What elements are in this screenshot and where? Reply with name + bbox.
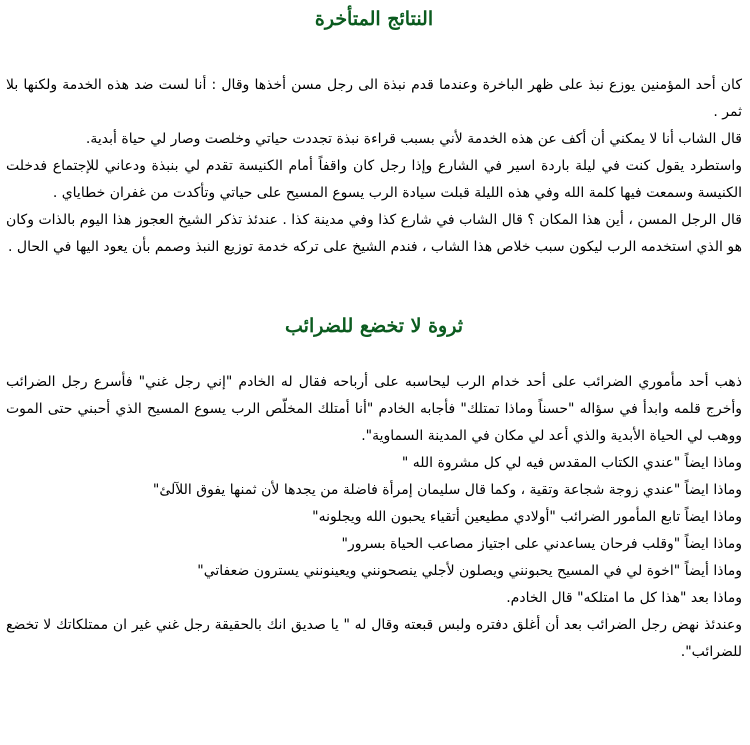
section-spacer bbox=[6, 261, 742, 315]
paragraph: وماذا ايضاً "وقلب فرحان يساعدني على اجتياز مصاعب الحياة بسرور" bbox=[341, 536, 742, 552]
paragraph: قال الرجل المسن ، أين هذا المكان ؟ قال الشاب في شارع كذا وفي مدينة كذا . عندئذ تذكر الشيخ العجوز هذا اليوم بالذات وكان هو الذي استخدمه الرب ليكون سبب خلاص هذا الشاب ، فندم الشيخ على تركه خدمة توزيع النبذ وصمم بأن يعود اليها في الحال . bbox=[6, 212, 742, 255]
paragraph: وماذا ايضاً "عندي الكتاب المقدس فيه لي كل مشروة الله " bbox=[401, 455, 742, 471]
paragraph: وعندئذ نهض رجل الضرائب بعد أن أغلق دفتره ولبس قبعته وقال له " يا صديق انك بالحقيقة رجل غني غير ان ممتلكاتك لا تخضع للضرائب". bbox=[6, 617, 742, 660]
paragraph: وماذا أيضاً "اخوة لي في المسيح يحبونني ويصلون لأجلي ينصحونني ويعينونني يسترون ضعفاتي" bbox=[197, 563, 742, 579]
paragraph: وماذا ايضاً "عندي زوجة شجاعة وتقية ، وكما قال سليمان إمرأة فاضلة من يجدها لأن ثمنها يفوق اللآلئ" bbox=[152, 482, 742, 498]
paragraph: قال الشاب أنا لا يمكني أن أكف عن هذه الخدمة لأني بسبب قراءة نبذة تجددت حياتي وخلصت وصار لي حياة أبدية. bbox=[85, 131, 742, 147]
section-title-late-results: النتائج المتأخرة bbox=[314, 8, 434, 30]
section-body-untaxed-wealth bbox=[6, 369, 742, 666]
paragraph: وماذا ايضاً تابع المأمور الضرائب "أولادي مطيعين أتقياء يحبون الله ويجلونه" bbox=[312, 509, 742, 525]
section-body-late-results bbox=[6, 72, 742, 261]
paragraph: كان أحد المؤمنين يوزع نبذ على ظهر الباخرة وعندما قدم نبذة الى رجل مسن أخذها وقال : أنا لست ضد هذه الخدمة ولكنها بلا ثمر . bbox=[6, 77, 742, 120]
paragraph: ذهب أحد مأموري الضرائب على أحد خدام الرب ليحاسبه على أرباحه فقال له الخادم "إني رجل غني" فأسرع رجل الضرائب وأخرج قلمه وابدأ في سؤاله "حسناً وماذا تمتلك" فأجابه الخادم "أنا أمتلك المخلّص الرب يسوع المسيح الذي أحبني حتى الموت ووهب لي الحياة الأبدية والذي أعد لي مكان في المدينة السماوية". bbox=[6, 374, 742, 444]
paragraph: وماذا بعد "هذا كل ما امتلكه" قال الخادم. bbox=[506, 590, 742, 606]
paragraph: واستطرد يقول كنت في ليلة باردة اسير في الشارع وإذا رجل كان واقفاً أمام الكنيسة تقدم لي بنبذة ودعاني للإجتماع فدخلت الكنيسة وسمعت فيها كلمة الله وفي هذه الليلة قبلت سيادة الرب يسوع المسيح على حياتي وتأكدت من غفران خطاياي . bbox=[6, 158, 742, 201]
section-title-untaxed-wealth: ثروة لا تخضع للضرائب bbox=[285, 315, 463, 337]
